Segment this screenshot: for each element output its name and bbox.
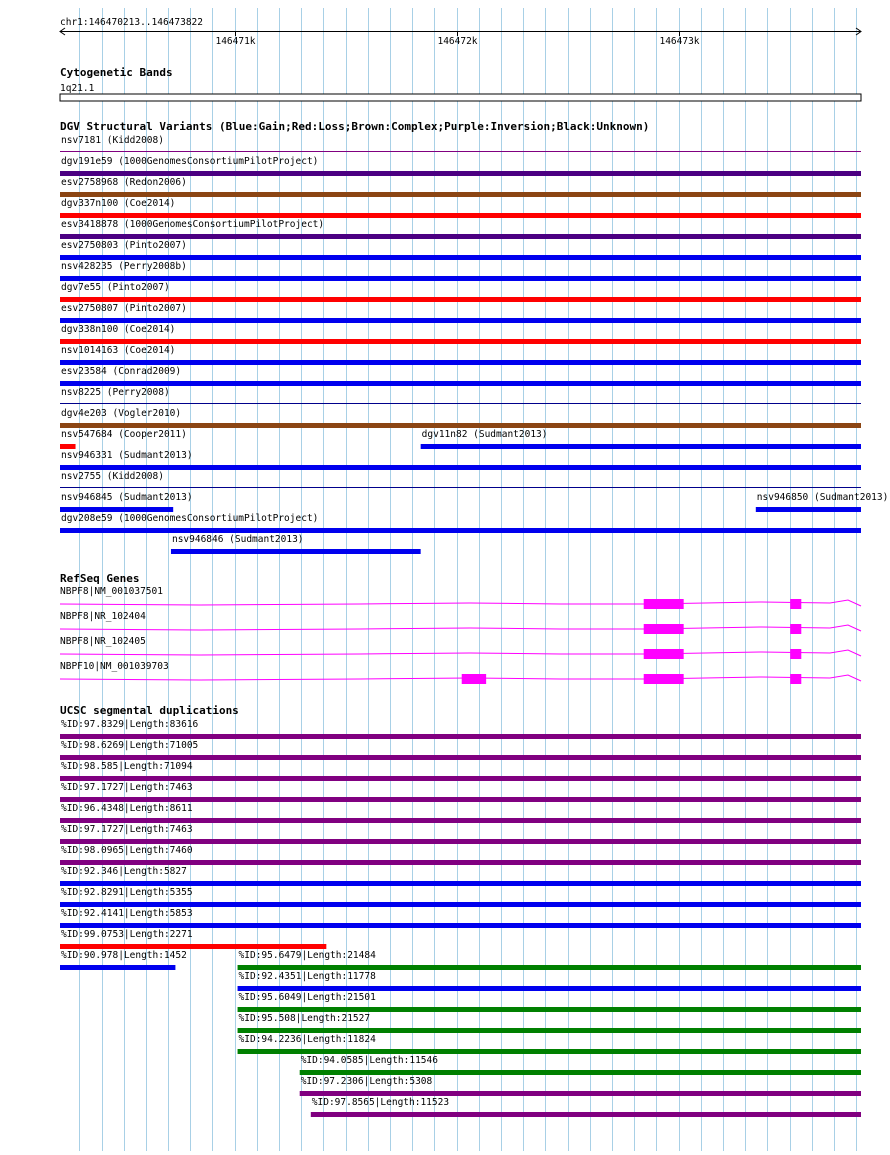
feature-label: %ID:99.0753|Length:2271 [61,929,193,940]
feature-label: %ID:95.508|Length:21527 [238,1013,371,1024]
feature-bar [60,318,861,323]
gene-intron-line [60,650,861,656]
feature-bar [60,213,861,218]
gene-exon [790,624,801,634]
feature-bar [421,444,861,449]
gene-exon [790,599,801,609]
feature-label: %ID:97.8329|Length:83616 [61,719,199,730]
feature-bar [238,986,861,991]
feature [60,761,861,781]
feature-bar [60,797,861,802]
feature-label: %ID:97.8565|Length:11523 [311,1097,450,1108]
feature-label: nsv946846 (Sudmant2013) [171,534,304,545]
feature-label: %ID:92.346|Length:5827 [61,866,187,877]
feature-bar [60,965,175,970]
feature [60,198,861,218]
feature [60,866,861,886]
feature [60,803,861,823]
feature [60,740,861,760]
feature-label: dgv337n100 (Coe2014) [61,198,176,209]
feature-label: %ID:94.2236|Length:11824 [238,1034,376,1045]
feature-bar [300,1091,861,1096]
feature-bar [238,1007,861,1012]
feature-bar [60,171,861,176]
feature [300,1076,861,1096]
gene-label: NBPF8|NR_102404 [60,611,146,622]
feature [60,845,861,865]
feature [60,177,861,197]
gene-exon [644,649,684,659]
feature [60,135,861,152]
feature-bar [60,255,861,260]
gene-feature [60,636,861,659]
feature [60,408,861,428]
gene-feature [60,586,861,609]
feature-bar [311,1112,861,1117]
feature-label: esv23584 (Conrad2009) [61,366,182,377]
feature-label: dgv338n100 (Coe2014) [61,324,176,335]
feature-label: nsv428235 (Perry2008b) [61,261,187,272]
feature-label: nsv1014163 (Coe2014) [61,345,176,356]
feature-label: %ID:98.585|Length:71094 [61,761,193,772]
feature-label: %ID:92.8291|Length:5355 [61,887,193,898]
feature-label: %ID:92.4351|Length:11778 [238,971,376,982]
feature-bar [60,339,861,344]
feature-label: %ID:96.4348|Length:8611 [61,803,193,814]
gene-label: NBPF8|NR_102405 [60,636,146,647]
feature [60,471,861,488]
feature-label: %ID:95.6479|Length:21484 [238,950,376,961]
cytoband-label: 1q21.1 [60,83,95,94]
cytoband-bar [60,94,861,101]
feature-bar [756,507,861,512]
feature [300,1055,861,1075]
feature-bar [60,923,861,928]
feature [60,782,861,802]
ruler-tick-label: 146471k [215,36,256,47]
feature-label: %ID:98.6269|Length:71005 [61,740,199,751]
track-title-segdup: UCSC segmental duplications [60,704,239,717]
gene-exon [644,599,684,609]
feature [60,156,861,176]
feature-label: dgv4e203 (Vogler2010) [61,408,182,419]
feature-bar [60,423,861,428]
feature-bar [171,549,421,554]
feature [60,240,861,260]
track-title-dgv: DGV Structural Variants (Blue:Gain;Red:Loss;Brown:Complex;Purple:Inversion;Black:Unknown) [60,120,650,133]
feature-bar [60,839,861,844]
grid-lines [80,8,857,1151]
feature [60,345,861,365]
gene-intron-line [60,675,861,681]
track-refseq [60,572,861,684]
feature-label: dgv208e59 (1000GenomesConsortiumPilotProject) [61,513,319,524]
feature [60,366,861,386]
feature-label: nsv946845 (Sudmant2013) [61,492,193,503]
feature-bar [60,881,861,886]
track-cytoband [60,66,861,101]
feature [60,83,861,101]
feature-bar [60,528,861,533]
feature-label: nsv8225 (Perry2008) [61,387,170,398]
track-title-cytoband: Cytogenetic Bands [60,66,173,79]
feature-label: nsv2755 (Kidd2008) [61,471,164,482]
gene-label: NBPF8|NM_001037501 [60,586,163,597]
feature-bar [60,944,326,949]
feature-label: dgv191e59 (1000GenomesConsortiumPilotProject) [61,156,319,167]
gene-feature [60,611,861,634]
feature-label: esv2750803 (Pinto2007) [61,240,187,251]
feature-bar [60,465,861,470]
feature-label: %ID:95.6049|Length:21501 [238,992,376,1003]
feature [60,324,861,344]
feature [60,887,861,907]
track-title-refseq: RefSeq Genes [60,572,140,585]
gene-exon [644,624,684,634]
feature-label: nsv946850 (Sudmant2013) [756,492,889,503]
feature-bar [60,297,861,302]
feature-label: dgv11n82 (Sudmant2013) [421,429,548,440]
gene-intron-line [60,600,861,606]
feature [60,282,861,302]
feature-label: %ID:97.1727|Length:7463 [61,782,193,793]
feature-bar [60,276,861,281]
region-label: chr1:146470213..146473822 [60,17,203,28]
feature [60,450,861,470]
feature [60,303,861,323]
feature [171,534,421,554]
feature-bar [238,1049,861,1054]
ruler [60,17,861,47]
track-dgv [60,120,888,554]
feature-bar [60,360,861,365]
feature-label: dgv7e55 (Pinto2007) [61,282,170,293]
gene-intron-line [60,625,861,631]
feature-bar [60,734,861,739]
feature [60,219,861,239]
feature [60,261,861,281]
feature-label: esv3418878 (1000GenomesConsortiumPilotProject) [61,219,325,230]
feature-bar [60,860,861,865]
feature [756,492,889,512]
feature-label: %ID:97.1727|Length:7463 [61,824,193,835]
gene-exon [462,674,486,684]
feature-bar [60,444,76,449]
feature-label: %ID:90.978|Length:1452 [61,950,187,961]
feature-bar [300,1070,861,1075]
gene-exon [644,674,684,684]
feature-label: %ID:97.2306|Length:5308 [300,1076,433,1087]
feature-label: %ID:98.0965|Length:7460 [61,845,193,856]
feature-bar [60,776,861,781]
feature-label: %ID:92.4141|Length:5853 [61,908,193,919]
gene-exon [790,649,801,659]
feature [60,908,861,928]
feature-label: nsv547684 (Cooper2011) [61,429,187,440]
feature [60,950,187,970]
feature [60,513,861,533]
feature-bar [60,381,861,386]
feature [60,387,861,404]
tracks [60,66,888,1117]
feature-label: esv2750807 (Pinto2007) [61,303,187,314]
feature [60,929,326,949]
feature-bar [60,818,861,823]
feature-label: esv2758968 (Redon2006) [61,177,187,188]
feature [60,719,861,739]
feature-bar [238,1028,861,1033]
ruler-tick-label: 146472k [437,36,478,47]
feature [311,1097,861,1117]
gene-feature [60,661,861,684]
feature [60,492,193,512]
track-segdup [60,704,861,1117]
feature-bar [60,507,173,512]
feature [421,429,861,449]
feature-bar [60,902,861,907]
feature [60,824,861,844]
feature-bar [60,755,861,760]
feature-bar [60,192,861,197]
ruler-tick-label: 146473k [659,36,700,47]
gene-exon [790,674,801,684]
feature-label: %ID:94.0585|Length:11546 [300,1055,438,1066]
feature-bar [238,965,861,970]
feature-bar [60,234,861,239]
feature-label: nsv7181 (Kidd2008) [61,135,164,146]
feature-label: nsv946331 (Sudmant2013) [61,450,193,461]
gene-label: NBPF10|NM_001039703 [60,661,169,672]
